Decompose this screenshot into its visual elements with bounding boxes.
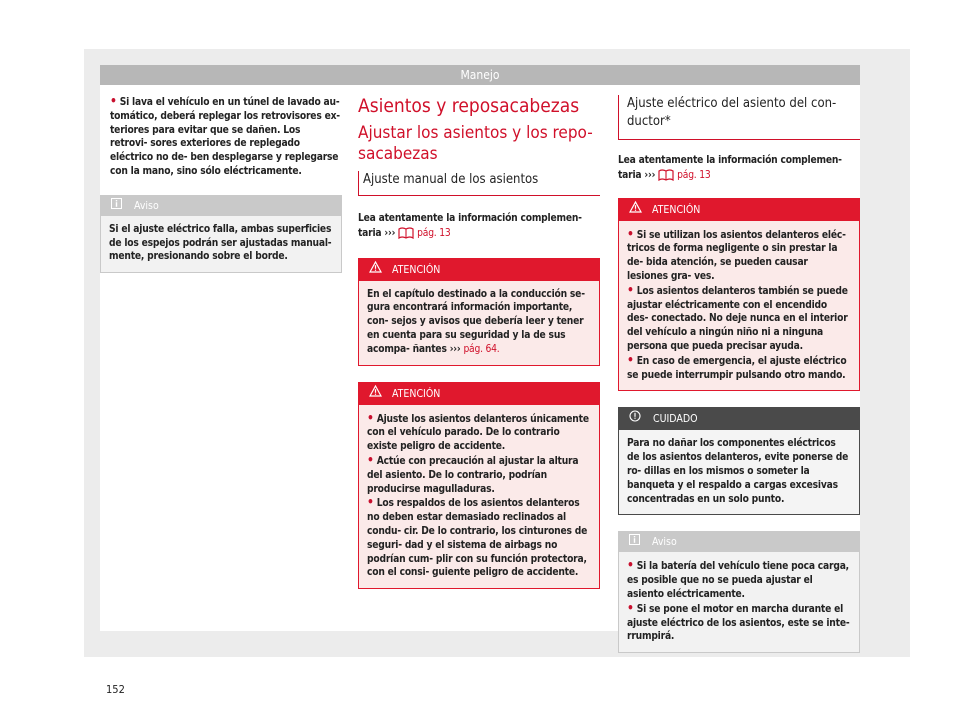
list-item: [627, 284, 851, 354]
warning-header: [619, 199, 859, 221]
list-item: [627, 559, 851, 601]
list-item: [627, 228, 851, 284]
lead-paragraph: [358, 212, 600, 244]
bullet-glyph: •: [627, 352, 634, 367]
info-icon: [111, 196, 122, 216]
warning-title: ATENCIÓN: [652, 203, 701, 216]
warning-list: [359, 405, 599, 589]
caution-header: [619, 408, 859, 430]
aviso-box: [618, 531, 860, 653]
list-item: [627, 602, 851, 644]
list-item-text: Actúe con precaución al ajustar la altura del asiento. De lo contrario, podrían producirse magulladuras.: [367, 455, 579, 495]
warning-icon: [629, 199, 642, 221]
list-item: [367, 496, 591, 580]
warning-box: [358, 382, 600, 590]
warning-list: [619, 221, 859, 391]
aviso-title: Aviso: [134, 199, 159, 212]
warning-text: [359, 281, 599, 365]
list-item-text: Ajuste los asientos delanteros únicamente con el vehículo parado. De lo contrario existe peligro de accidente.: [367, 413, 589, 453]
book-icon: [398, 226, 414, 244]
list-item-text: Si la batería del vehículo tiene poca carga, es posible que no se pueda ajustar el asiento eléctricamente.: [627, 561, 849, 600]
bullet-glyph: •: [367, 495, 374, 510]
bullet-glyph: •: [627, 600, 634, 615]
column-left: [100, 95, 342, 273]
aviso-header: [619, 532, 859, 552]
list-item: [100, 95, 342, 179]
warning-icon: [369, 259, 382, 281]
lead-text: Lea atentamente la información complemen- taria: [358, 213, 582, 239]
aviso-header: [101, 196, 341, 216]
list-item-text: En caso de emergencia, el ajuste eléctrico se puede interrumpir pulsando otro mando.: [627, 355, 847, 381]
list-item: [367, 454, 591, 496]
bullet-text: Si lava el vehículo en un túnel de lavado au- tomático, deberá replegar los retrovisores ex- teriores para evitar que se dañen. Los retrovi- sores exteriores de replegado eléctrico no de- ben desplegarse y replegarse con la mano, sino sólo eléctricamente.: [110, 97, 340, 177]
arrows-glyph: ›››: [384, 227, 396, 239]
chapter-title: Asientos y reposacabezas: [358, 95, 580, 117]
caution-box: [618, 407, 860, 515]
aviso-box: [100, 195, 342, 273]
page-reference[interactable]: pág. 13: [677, 169, 711, 181]
manual-page: [100, 65, 860, 696]
warning-header: [359, 259, 599, 281]
list-item: [627, 354, 851, 383]
book-icon: [658, 168, 674, 186]
section-title: Ajustar los asientos y los repo- sacabezas: [358, 123, 593, 164]
aviso-text: Si el ajuste eléctrico falla, ambas superficies de los espejos podrán ser ajustadas manual- mente, presionando sobre el borde.: [109, 223, 332, 263]
aviso-list: [619, 552, 859, 652]
list-item-text: Si se pone el motor en marcha durante el ajuste eléctrico de los asientos, este se inte- rrumpirá.: [627, 603, 850, 643]
list-item-text: Si se utilizan los asientos delanteros eléc- tricos de forma negligente o sin prestar la de- bida atención, se pueden causar lesiones gra- ves.: [627, 229, 846, 282]
warning-header: [359, 383, 599, 405]
arrows-glyph: ›››: [449, 343, 461, 355]
bullet-glyph: •: [627, 558, 634, 573]
subsection-title: Ajuste manual de los asientos: [358, 171, 600, 196]
warning-box: [358, 258, 600, 366]
list-item-text: Los respaldos de los asientos delanteros no deben estar demasiado reclinados al condu- cir. De lo contrario, los cinturones de seguri- dad y el sistema de airbags no podrían cum- plir con su función protectora, con el consi- guiente peligro de accidente.: [367, 498, 588, 579]
aviso-title: Aviso: [652, 536, 677, 549]
warning-box: [618, 198, 860, 392]
bullet-glyph: •: [367, 452, 374, 467]
bullet-glyph: •: [627, 226, 634, 241]
page-number: 152: [106, 683, 125, 696]
column-right: [618, 95, 860, 653]
warning-body: En el capítulo destinado a la conducción se- gura encontrará información importante, con- sejos y avisos que debería leer y tener en cuenta para su seguridad y la de sus acompa- ñantes: [367, 288, 585, 355]
bullet-glyph: •: [367, 410, 374, 425]
warning-icon: [369, 383, 382, 405]
page-reference[interactable]: pág. 64.: [463, 343, 500, 355]
column-middle: [358, 95, 600, 589]
bullet-glyph: •: [627, 282, 634, 297]
alert-circle-icon: [629, 408, 641, 430]
list-item-text: Los asientos delanteros también se puede ajustar eléctricamente con el encendido des- conectado. No deje nunca en el interior del vehículo a ningún niño ni a ninguna persona que pueda precisar ayuda.: [627, 285, 848, 352]
page-reference[interactable]: pág. 13: [417, 227, 451, 239]
lead-paragraph: [618, 154, 860, 186]
list-item: [367, 412, 591, 454]
arrows-glyph: ›››: [644, 169, 656, 181]
caution-text: Para no dañar los componentes eléctricos de los asientos delanteros, evite ponerse de ro- dillas en los mismos o someter la banqueta y el respaldo a cargas excesivas concentradas en un solo punto.: [627, 438, 849, 505]
warning-title: ATENCIÓN: [392, 387, 441, 400]
bullet-glyph: •: [110, 94, 117, 108]
section-title: Ajuste eléctrico del asiento del con- ductor*: [618, 95, 860, 140]
section-header: Manejo: [100, 65, 860, 85]
caution-title: CUIDADO: [653, 413, 698, 426]
info-icon: [629, 532, 640, 552]
lead-text: Lea atentamente la información complemen- taria: [618, 155, 842, 181]
warning-title: ATENCIÓN: [392, 263, 441, 276]
